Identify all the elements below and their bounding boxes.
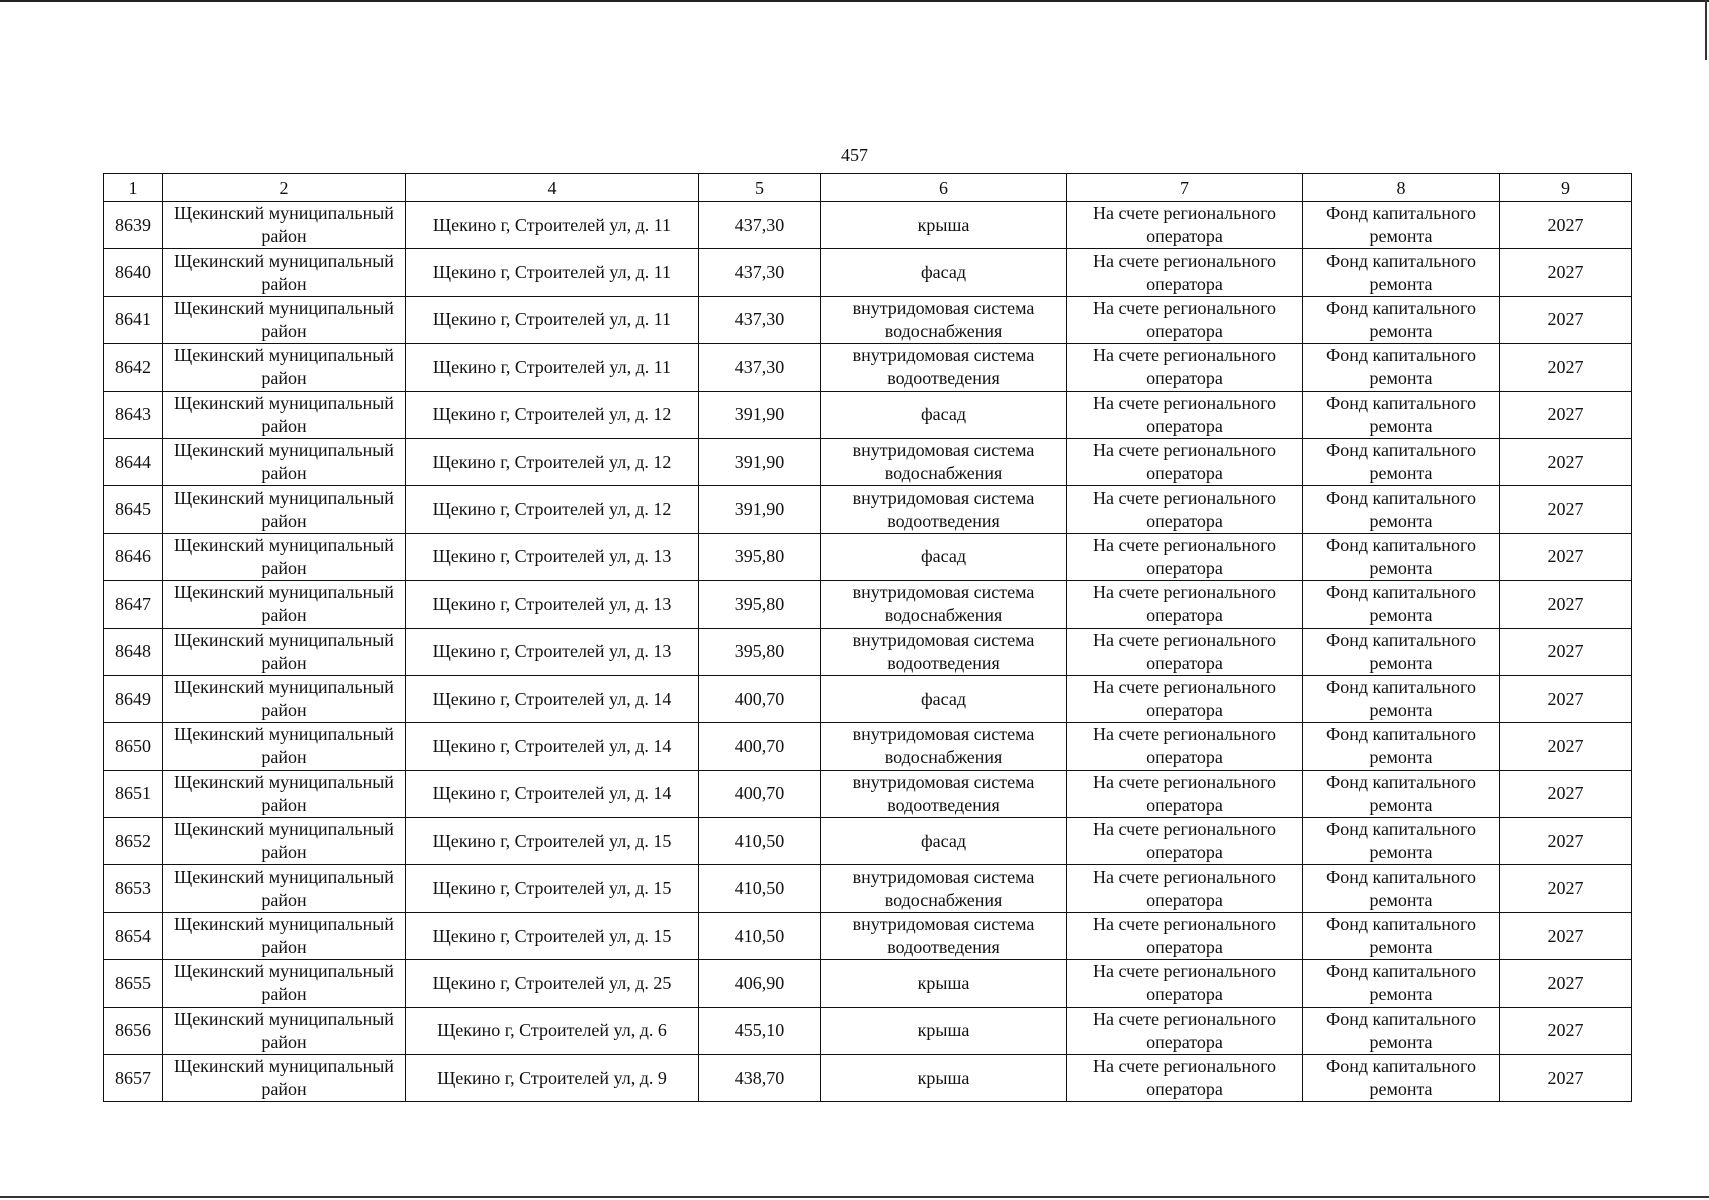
cell-account: На счете регионального оператора — [1067, 675, 1303, 722]
table-row — [104, 581, 1632, 628]
table-row — [104, 1055, 1632, 1102]
cell-number: 8653 — [104, 865, 163, 912]
cell-area: 437,30 — [699, 344, 821, 391]
cell-area: 400,70 — [699, 770, 821, 817]
cell-area: 410,50 — [699, 912, 821, 959]
table-row — [104, 344, 1632, 391]
header-cell-district: 2 — [163, 174, 406, 202]
cell-district: Щекинский муниципальный район — [163, 723, 406, 770]
table-row — [104, 438, 1632, 485]
cell-account: На счете регионального оператора — [1067, 865, 1303, 912]
cell-number: 8657 — [104, 1055, 163, 1102]
cell-year: 2027 — [1500, 344, 1632, 391]
cell-address: Щекино г, Строителей ул, д. 11 — [406, 249, 699, 296]
table-row — [104, 1007, 1632, 1054]
header-cell-year: 9 — [1500, 174, 1632, 202]
cell-element: внутридомовая система водоотведения — [821, 912, 1067, 959]
cell-number: 8643 — [104, 391, 163, 438]
table-body — [104, 202, 1632, 1102]
cell-area: 400,70 — [699, 723, 821, 770]
cell-number: 8649 — [104, 675, 163, 722]
cell-account: На счете регионального оператора — [1067, 581, 1303, 628]
cell-source: Фонд капитального ремонта — [1303, 818, 1500, 865]
cell-number: 8640 — [104, 249, 163, 296]
cell-year: 2027 — [1500, 249, 1632, 296]
cell-year: 2027 — [1500, 533, 1632, 580]
table-row — [104, 533, 1632, 580]
cell-number: 8641 — [104, 296, 163, 343]
cell-year: 2027 — [1500, 202, 1632, 249]
cell-account: На счете регионального оператора — [1067, 723, 1303, 770]
table-row — [104, 770, 1632, 817]
cell-address: Щекино г, Строителей ул, д. 12 — [406, 391, 699, 438]
header-row — [104, 174, 1632, 202]
cell-area: 455,10 — [699, 1007, 821, 1054]
cell-number: 8651 — [104, 770, 163, 817]
cell-account: На счете регионального оператора — [1067, 296, 1303, 343]
cell-district: Щекинский муниципальный район — [163, 675, 406, 722]
cell-year: 2027 — [1500, 581, 1632, 628]
header-cell-address: 4 — [406, 174, 699, 202]
table-row — [104, 486, 1632, 533]
cell-number: 8654 — [104, 912, 163, 959]
cell-account: На счете регионального оператора — [1067, 960, 1303, 1007]
cell-year: 2027 — [1500, 1055, 1632, 1102]
cell-year: 2027 — [1500, 912, 1632, 959]
cell-element: крыша — [821, 1007, 1067, 1054]
cell-account: На счете регионального оператора — [1067, 533, 1303, 580]
cell-number: 8645 — [104, 486, 163, 533]
cell-element: крыша — [821, 1055, 1067, 1102]
cell-address: Щекино г, Строителей ул, д. 11 — [406, 296, 699, 343]
cell-address: Щекино г, Строителей ул, д. 6 — [406, 1007, 699, 1054]
cell-district: Щекинский муниципальный район — [163, 628, 406, 675]
table-row — [104, 723, 1632, 770]
cell-address: Щекино г, Строителей ул, д. 13 — [406, 533, 699, 580]
cell-area: 391,90 — [699, 486, 821, 533]
cell-source: Фонд капитального ремонта — [1303, 486, 1500, 533]
cell-element: внутридомовая система водоснабжения — [821, 296, 1067, 343]
cell-element: крыша — [821, 960, 1067, 1007]
cell-source: Фонд капитального ремонта — [1303, 628, 1500, 675]
cell-source: Фонд капитального ремонта — [1303, 675, 1500, 722]
cell-district: Щекинский муниципальный район — [163, 249, 406, 296]
cell-number: 8655 — [104, 960, 163, 1007]
cell-number: 8650 — [104, 723, 163, 770]
cell-area: 437,30 — [699, 296, 821, 343]
cell-source: Фонд капитального ремонта — [1303, 1055, 1500, 1102]
cell-address: Щекино г, Строителей ул, д. 12 — [406, 486, 699, 533]
cell-address: Щекино г, Строителей ул, д. 25 — [406, 960, 699, 1007]
cell-year: 2027 — [1500, 1007, 1632, 1054]
cell-district: Щекинский муниципальный район — [163, 344, 406, 391]
header-cell-number: 1 — [104, 174, 163, 202]
cell-source: Фонд капитального ремонта — [1303, 865, 1500, 912]
cell-element: внутридомовая система водоснабжения — [821, 438, 1067, 485]
cell-address: Щекино г, Строителей ул, д. 11 — [406, 202, 699, 249]
cell-element: фасад — [821, 249, 1067, 296]
table-row — [104, 960, 1632, 1007]
cell-address: Щекино г, Строителей ул, д. 14 — [406, 770, 699, 817]
header-cell-area: 5 — [699, 174, 821, 202]
cell-element: фасад — [821, 533, 1067, 580]
cell-address: Щекино г, Строителей ул, д. 12 — [406, 438, 699, 485]
cell-area: 410,50 — [699, 865, 821, 912]
cell-address: Щекино г, Строителей ул, д. 13 — [406, 628, 699, 675]
cell-district: Щекинский муниципальный район — [163, 438, 406, 485]
cell-address: Щекино г, Строителей ул, д. 13 — [406, 581, 699, 628]
cell-number: 8647 — [104, 581, 163, 628]
cell-year: 2027 — [1500, 438, 1632, 485]
cell-account: На счете регионального оператора — [1067, 628, 1303, 675]
cell-account: На счете регионального оператора — [1067, 818, 1303, 865]
cell-area: 395,80 — [699, 581, 821, 628]
cell-source: Фонд капитального ремонта — [1303, 770, 1500, 817]
cell-district: Щекинский муниципальный район — [163, 1007, 406, 1054]
cell-account: На счете регионального оператора — [1067, 438, 1303, 485]
table-row — [104, 202, 1632, 249]
table-header — [104, 174, 1632, 202]
cell-element: фасад — [821, 675, 1067, 722]
cell-address: Щекино г, Строителей ул, д. 15 — [406, 818, 699, 865]
cell-source: Фонд капитального ремонта — [1303, 723, 1500, 770]
cell-account: На счете регионального оператора — [1067, 391, 1303, 438]
cell-area: 406,90 — [699, 960, 821, 1007]
cell-element: внутридомовая система водоотведения — [821, 486, 1067, 533]
header-cell-source: 8 — [1303, 174, 1500, 202]
cell-source: Фонд капитального ремонта — [1303, 912, 1500, 959]
cell-source: Фонд капитального ремонта — [1303, 296, 1500, 343]
cell-number: 8656 — [104, 1007, 163, 1054]
cell-area: 400,70 — [699, 675, 821, 722]
cell-district: Щекинский муниципальный район — [163, 581, 406, 628]
cell-address: Щекино г, Строителей ул, д. 11 — [406, 344, 699, 391]
cell-address: Щекино г, Строителей ул, д. 15 — [406, 912, 699, 959]
cell-account: На счете регионального оператора — [1067, 912, 1303, 959]
cell-element: фасад — [821, 818, 1067, 865]
cell-account: На счете регионального оператора — [1067, 202, 1303, 249]
cell-account: На счете регионального оператора — [1067, 1055, 1303, 1102]
cell-source: Фонд капитального ремонта — [1303, 581, 1500, 628]
cell-source: Фонд капитального ремонта — [1303, 391, 1500, 438]
table-row — [104, 628, 1632, 675]
cell-source: Фонд капитального ремонта — [1303, 533, 1500, 580]
cell-year: 2027 — [1500, 818, 1632, 865]
cell-number: 8642 — [104, 344, 163, 391]
table-row — [104, 912, 1632, 959]
cell-element: крыша — [821, 202, 1067, 249]
cell-district: Щекинский муниципальный район — [163, 865, 406, 912]
cell-account: На счете регионального оператора — [1067, 249, 1303, 296]
header-cell-account: 7 — [1067, 174, 1303, 202]
cell-address: Щекино г, Строителей ул, д. 9 — [406, 1055, 699, 1102]
cell-source: Фонд капитального ремонта — [1303, 960, 1500, 1007]
scan-border-bottom — [0, 1196, 1709, 1198]
cell-number: 8648 — [104, 628, 163, 675]
table-row — [104, 296, 1632, 343]
cell-area: 391,90 — [699, 391, 821, 438]
cell-area: 395,80 — [699, 628, 821, 675]
cell-area: 391,90 — [699, 438, 821, 485]
cell-district: Щекинский муниципальный район — [163, 486, 406, 533]
cell-year: 2027 — [1500, 675, 1632, 722]
cell-source: Фонд капитального ремонта — [1303, 1007, 1500, 1054]
cell-area: 437,30 — [699, 202, 821, 249]
cell-number: 8652 — [104, 818, 163, 865]
cell-element: внутридомовая система водоснабжения — [821, 581, 1067, 628]
cell-element: внутридомовая система водоотведения — [821, 344, 1067, 391]
cell-year: 2027 — [1500, 960, 1632, 1007]
cell-source: Фонд капитального ремонта — [1303, 249, 1500, 296]
page-number: 457 — [841, 145, 868, 165]
table-row — [104, 865, 1632, 912]
cell-number: 8639 — [104, 202, 163, 249]
cell-address: Щекино г, Строителей ул, д. 14 — [406, 723, 699, 770]
cell-district: Щекинский муниципальный район — [163, 296, 406, 343]
cell-year: 2027 — [1500, 865, 1632, 912]
cell-address: Щекино г, Строителей ул, д. 14 — [406, 675, 699, 722]
cell-year: 2027 — [1500, 770, 1632, 817]
cell-source: Фонд капитального ремонта — [1303, 202, 1500, 249]
cell-area: 438,70 — [699, 1055, 821, 1102]
scan-border-right — [1705, 0, 1707, 60]
cell-year: 2027 — [1500, 296, 1632, 343]
cell-source: Фонд капитального ремонта — [1303, 344, 1500, 391]
cell-district: Щекинский муниципальный район — [163, 912, 406, 959]
cell-number: 8646 — [104, 533, 163, 580]
header-cell-element: 6 — [821, 174, 1067, 202]
table-row — [104, 391, 1632, 438]
cell-element: внутридомовая система водоотведения — [821, 628, 1067, 675]
cell-district: Щекинский муниципальный район — [163, 770, 406, 817]
cell-element: внутридомовая система водоснабжения — [821, 723, 1067, 770]
cell-address: Щекино г, Строителей ул, д. 15 — [406, 865, 699, 912]
cell-district: Щекинский муниципальный район — [163, 1055, 406, 1102]
cell-area: 410,50 — [699, 818, 821, 865]
cell-element: внутридомовая система водоотведения — [821, 770, 1067, 817]
cell-area: 395,80 — [699, 533, 821, 580]
capital-repair-table — [103, 173, 1632, 1102]
cell-year: 2027 — [1500, 486, 1632, 533]
cell-element: внутридомовая система водоснабжения — [821, 865, 1067, 912]
cell-area: 437,30 — [699, 249, 821, 296]
cell-year: 2027 — [1500, 723, 1632, 770]
cell-element: фасад — [821, 391, 1067, 438]
cell-district: Щекинский муниципальный район — [163, 202, 406, 249]
table-row — [104, 818, 1632, 865]
cell-number: 8644 — [104, 438, 163, 485]
cell-district: Щекинский муниципальный район — [163, 960, 406, 1007]
cell-district: Щекинский муниципальный район — [163, 391, 406, 438]
cell-account: На счете регионального оператора — [1067, 344, 1303, 391]
cell-account: На счете регионального оператора — [1067, 1007, 1303, 1054]
table-row — [104, 249, 1632, 296]
cell-account: На счете регионального оператора — [1067, 770, 1303, 817]
cell-source: Фонд капитального ремонта — [1303, 438, 1500, 485]
scan-border-top — [0, 0, 1709, 2]
table-row — [104, 675, 1632, 722]
cell-year: 2027 — [1500, 391, 1632, 438]
cell-district: Щекинский муниципальный район — [163, 533, 406, 580]
cell-district: Щекинский муниципальный район — [163, 818, 406, 865]
cell-account: На счете регионального оператора — [1067, 486, 1303, 533]
cell-year: 2027 — [1500, 628, 1632, 675]
